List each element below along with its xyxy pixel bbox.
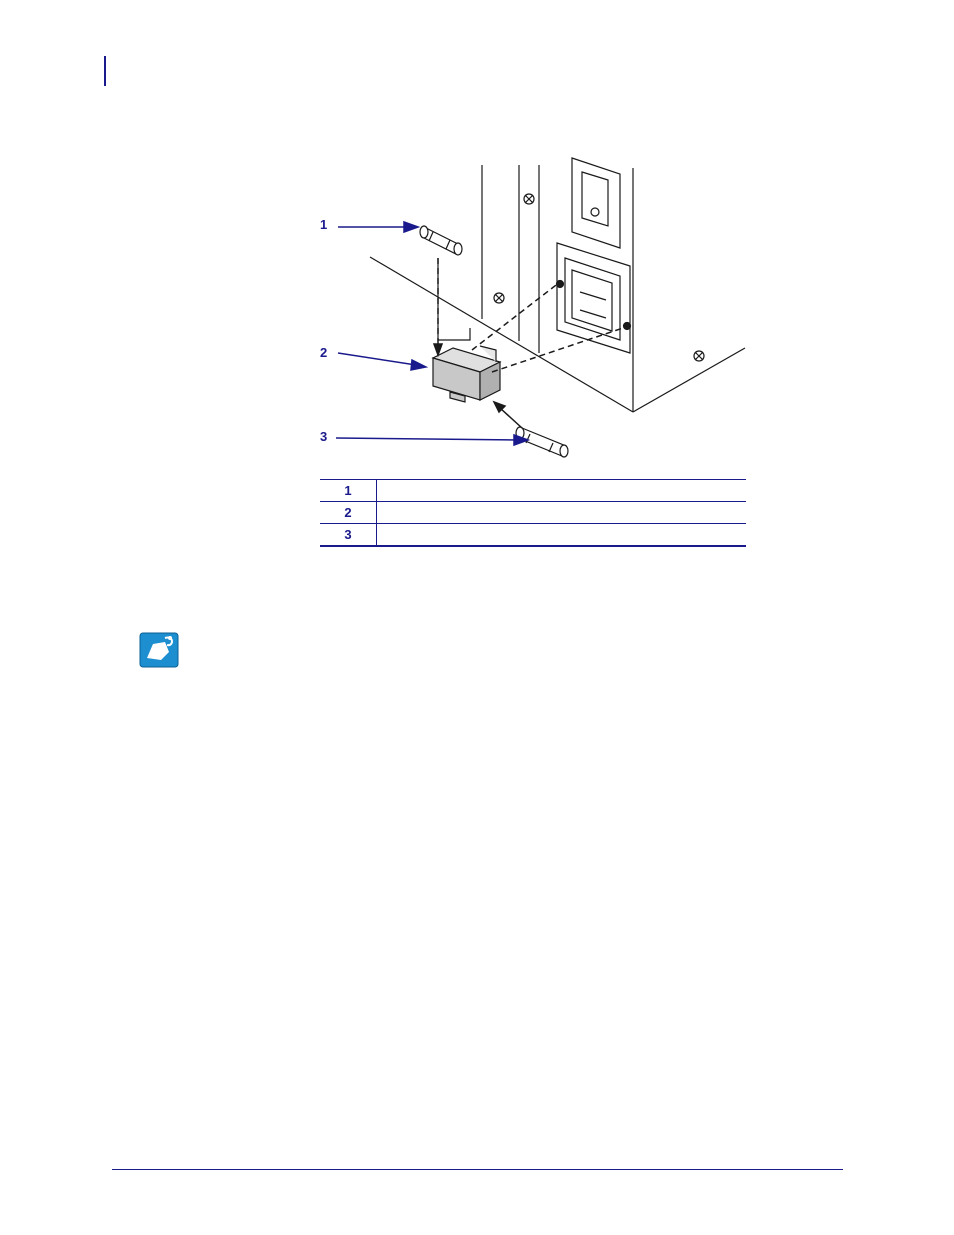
- fuse-top: [420, 226, 462, 255]
- legend-number: 2: [320, 502, 377, 524]
- power-switch: [572, 158, 620, 248]
- legend-row: [320, 480, 746, 502]
- change-bar: [104, 56, 106, 86]
- callout-3: 3: [320, 429, 328, 444]
- screw-icon: [694, 351, 704, 361]
- fuse-replacement-figure: [300, 150, 760, 470]
- screw-icon: [494, 293, 504, 303]
- legend-number: 3: [320, 524, 377, 547]
- panel-bottom-edge: [370, 257, 633, 412]
- callout-2: 2: [320, 345, 328, 360]
- legend-text: [377, 480, 747, 502]
- legend-text: [377, 524, 747, 547]
- figure-legend-table: [320, 479, 746, 547]
- screw-icon: [524, 194, 534, 204]
- footer-rule: [112, 1169, 843, 1170]
- legend-row: [320, 502, 746, 524]
- callout-1: 1: [320, 217, 328, 232]
- panel-right-bottom-edge: [633, 348, 745, 412]
- legend-text: [377, 502, 747, 524]
- legend-number: 1: [320, 480, 377, 502]
- fuse-holder: [433, 346, 500, 402]
- note-hand-icon: [139, 632, 179, 668]
- legend-row: [320, 524, 746, 547]
